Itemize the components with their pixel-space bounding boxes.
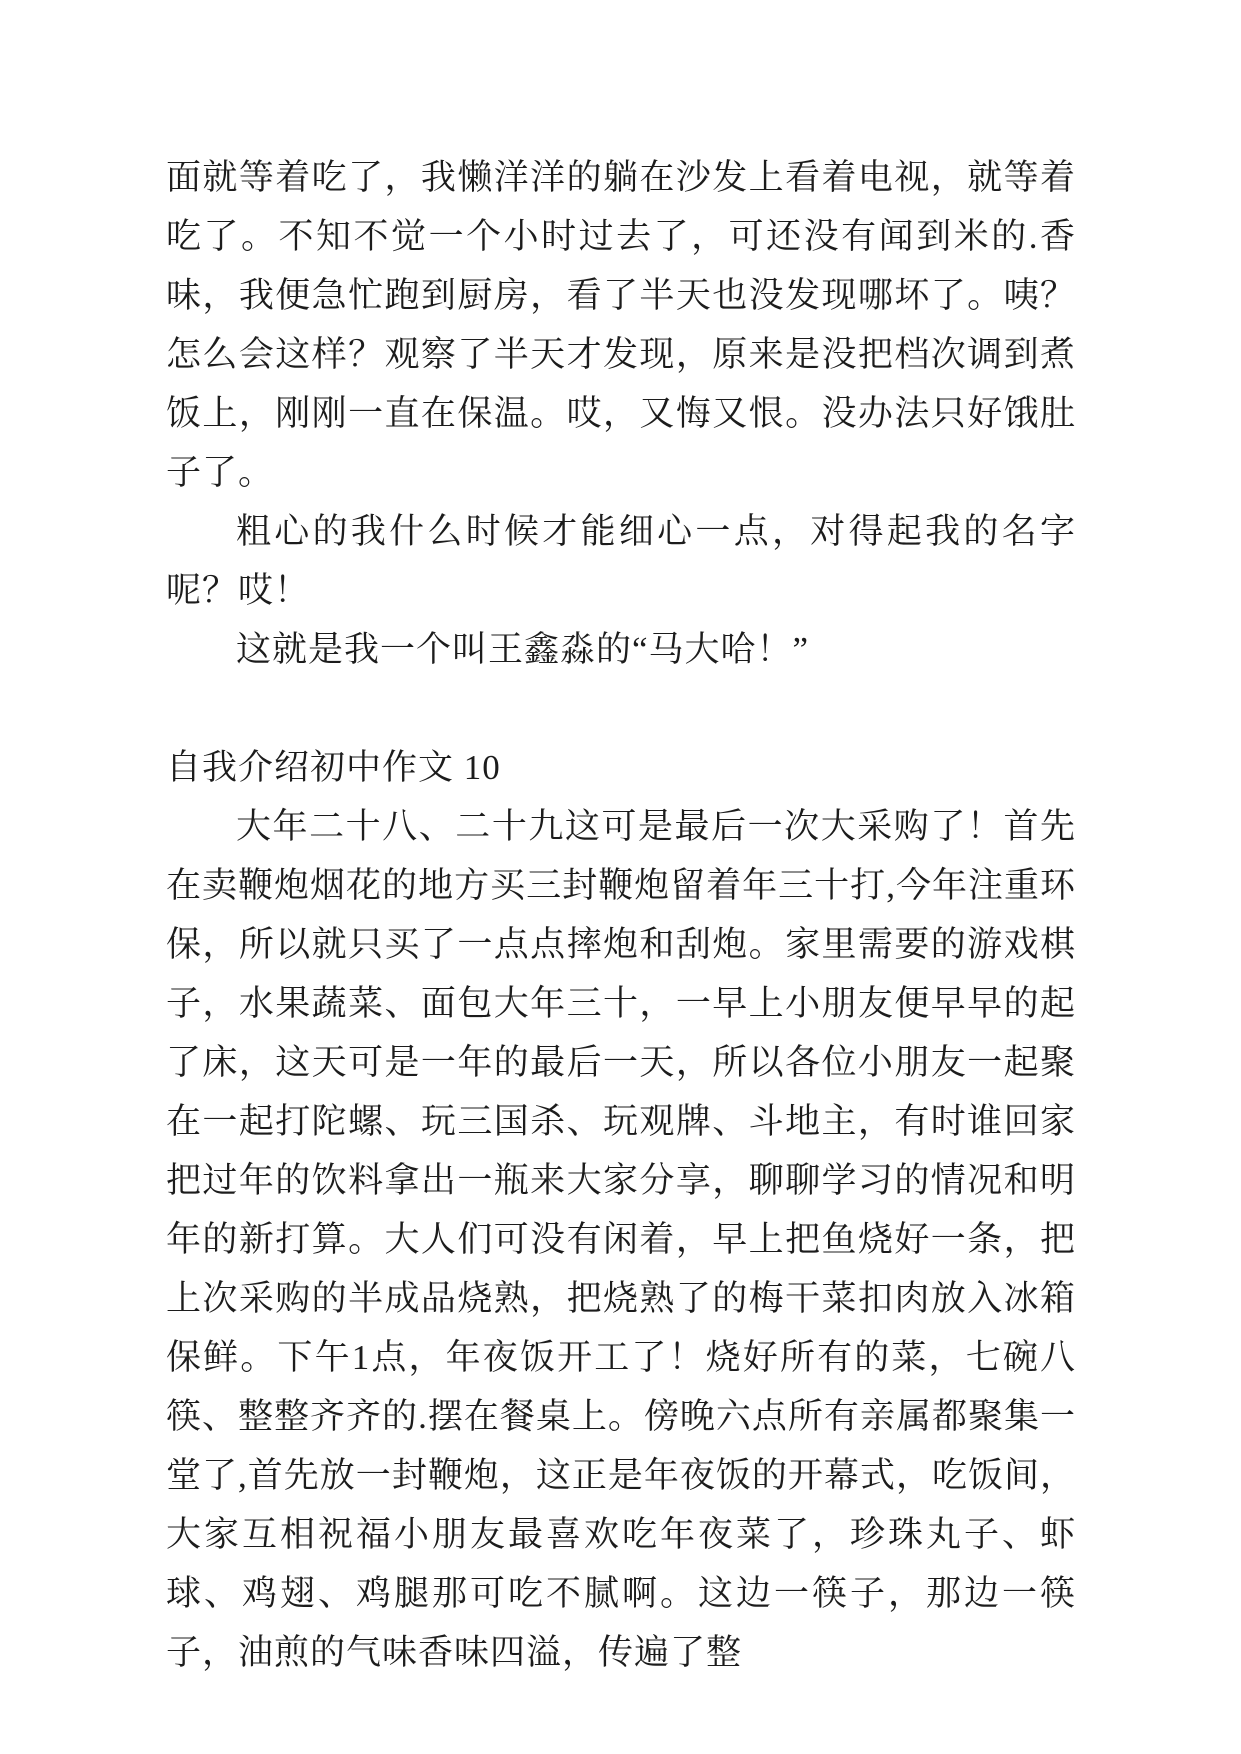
essay-paragraph: 大年二十八、二十九这可是最后一次大采购了！首先在卖鞭炮烟花的地方买三封鞭炮留着年三十打,今年注重环保，所以就只买了一点点摔炮和刮炮。家里需要的游戏棋子，水果蔬菜、面包大年三十，一早上小朋友便早早的起了床，这天可是一年的最后一天，所以各位小朋友一起聚在一起打陀螺、玩三国杀、玩观牌、斗地主，有时谁回家把过年的饮料拿出一瓶来大家分享，聊聊学习的情况和明年的新打算。大人们可没有闲着，早上把鱼烧好一条，把上次采购的半成品烧熟，把烧熟了的梅干菜扣肉放入冰箱保鲜。下午1点，年夜饭开工了！烧好所有的菜，七碗八筷、整整齐齐的.摆在餐桌上。傍晚六点所有亲属都聚集一堂了,首先放一封鞭炮，这正是年夜饭的开幕式，吃饭间，大家互相祝福小朋友最喜欢吃年夜菜了，珍珠丸子、虾球、鸡翅、鸡腿那可吃不腻啊。这边一筷子，那边一筷子，油煎的气味香味四溢，传遍了整 [166, 807, 1076, 1672]
essay-section-heading: 自我介绍初中作文 10 [166, 748, 501, 787]
essay-paragraph: 这就是我一个叫王鑫淼的“马大哈！” [236, 630, 810, 669]
essay-paragraph: 粗心的我什么时候才能细心一点，对得起我的名字呢？哎！ [166, 512, 1076, 610]
document-content [166, 148, 1076, 1682]
essay-paragraph: 面就等着吃了，我懒洋洋的躺在沙发上看着电视，就等着吃了。不知不觉一个小时过去了，可还没有闻到米的.香味，我便急忙跑到厨房，看了半天也没发现哪坏了。咦？怎么会这样？观察了半天才发现，原来是没把档次调到煮饭上，刚刚一直在保温。哎，又悔又恨。没办法只好饿肚子了。 [166, 158, 1076, 492]
blank-line [166, 679, 1076, 738]
